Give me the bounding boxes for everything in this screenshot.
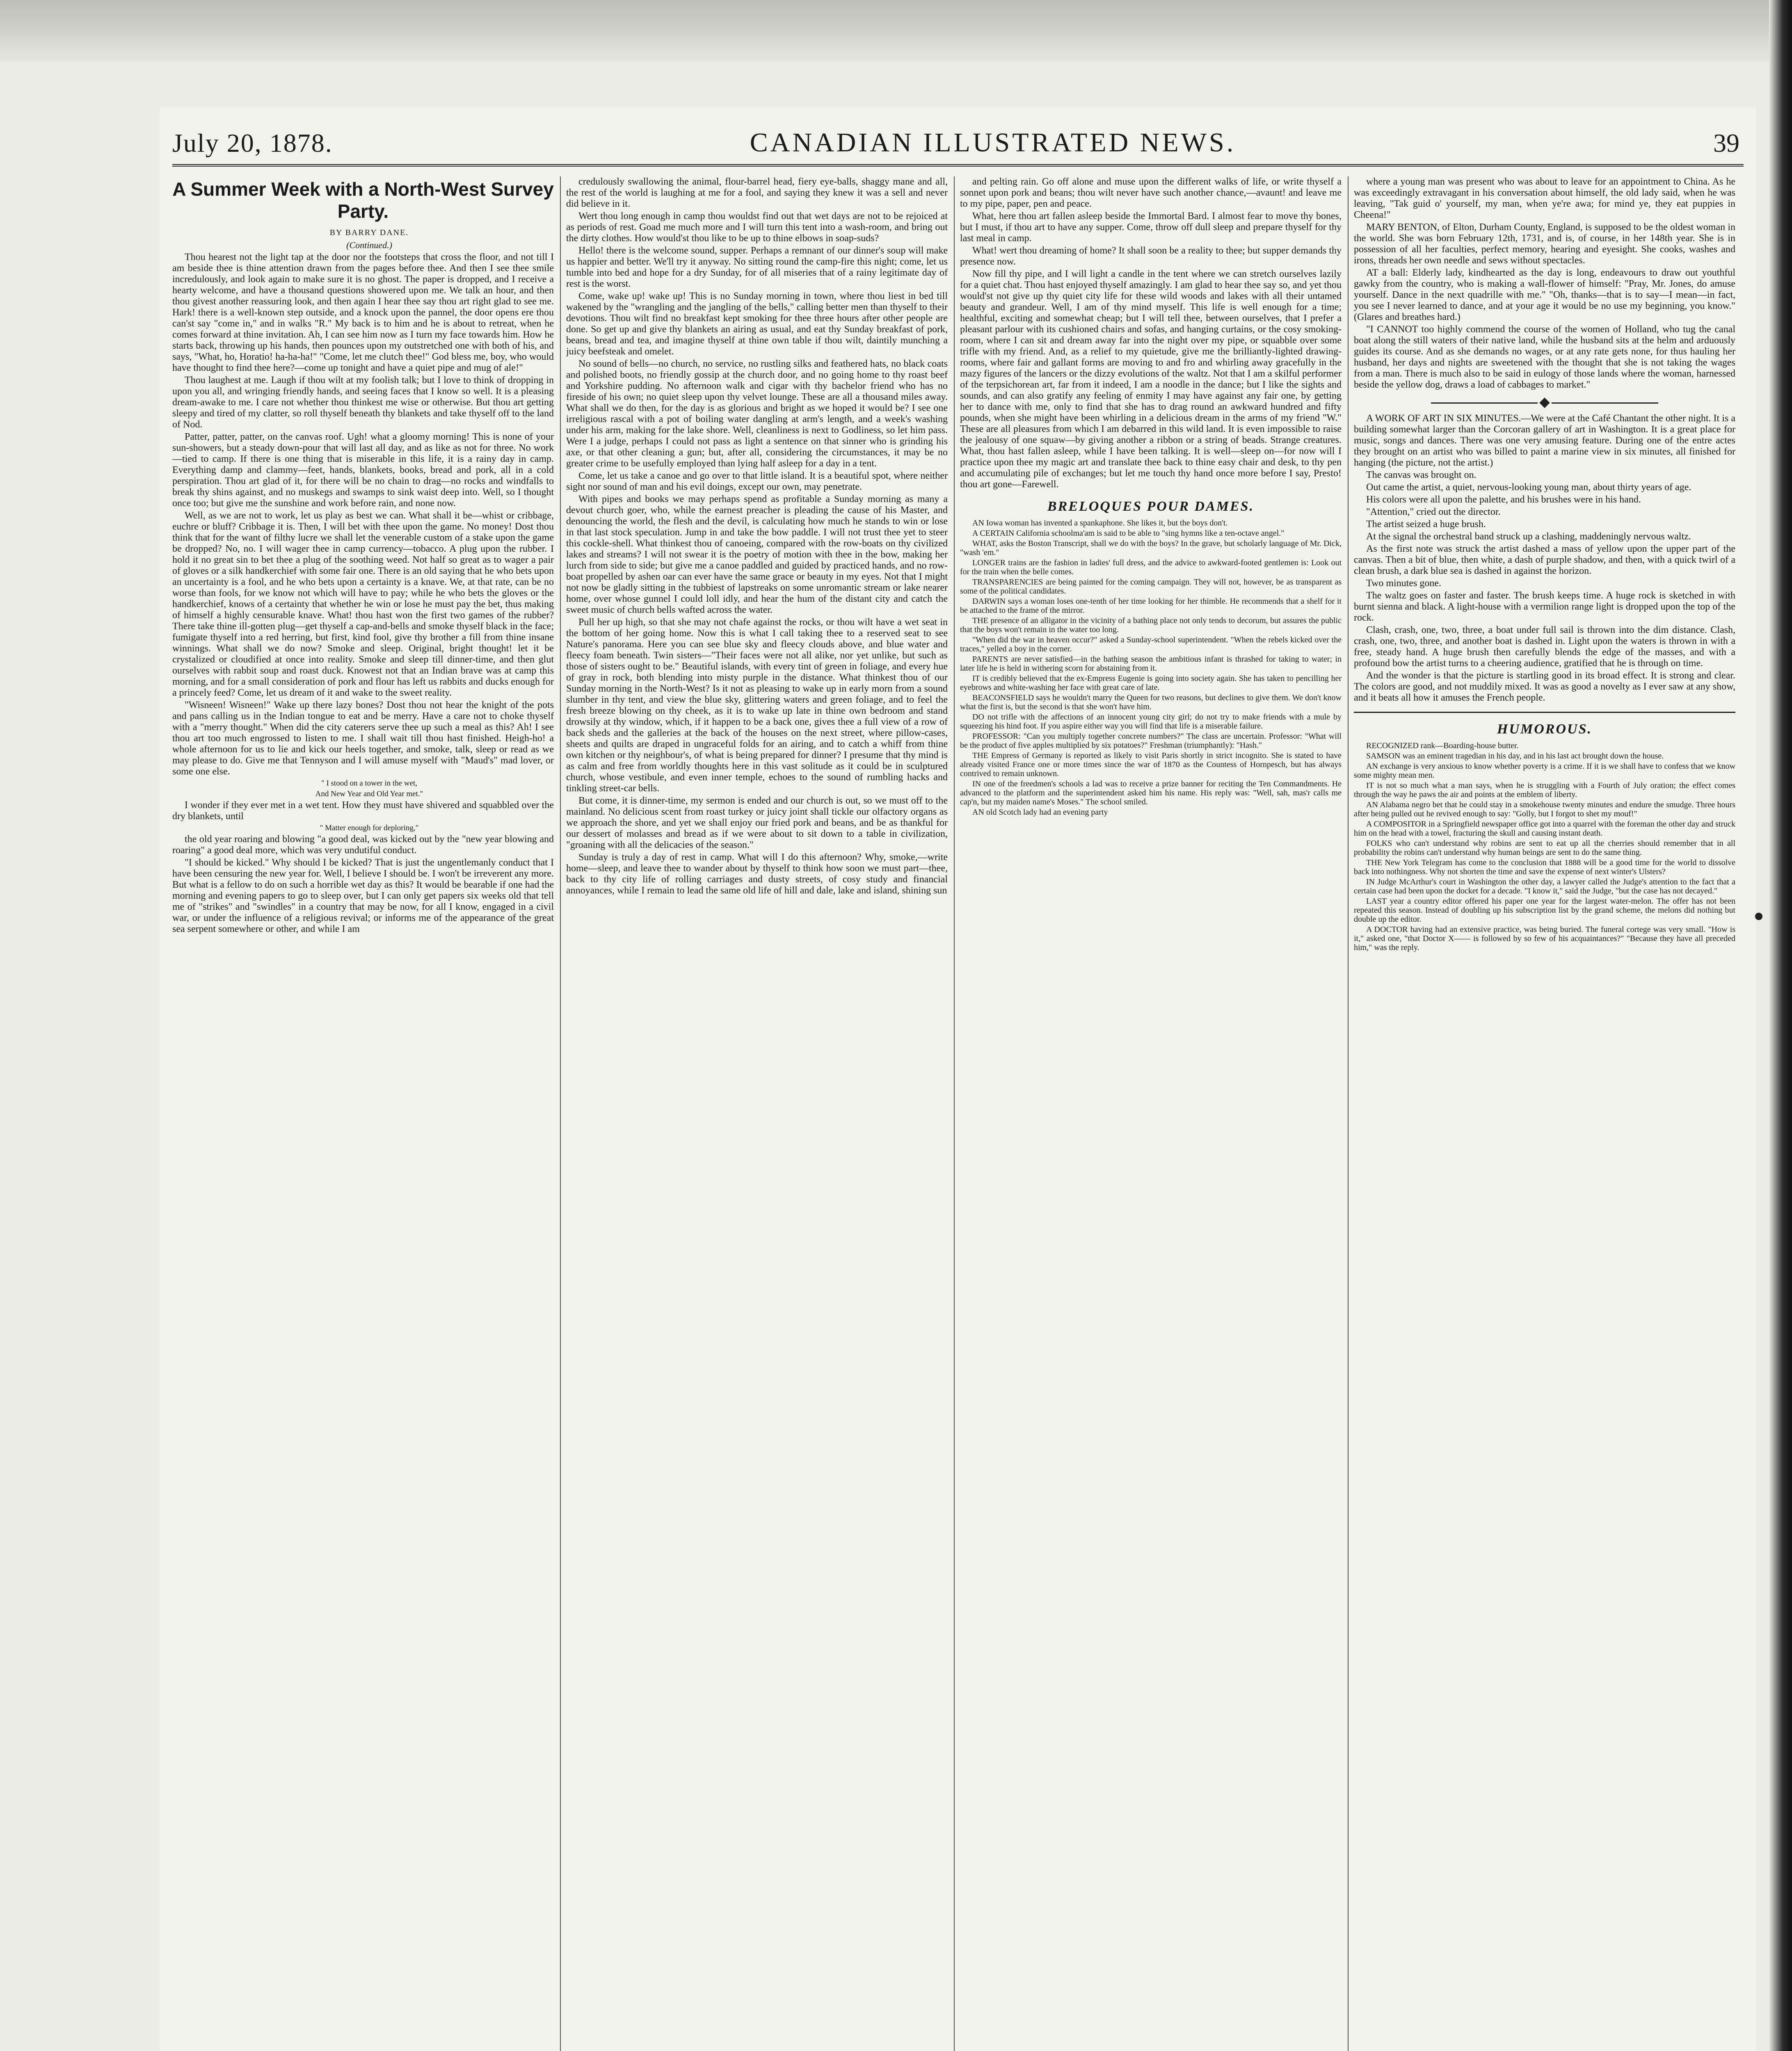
work-of-art-article — [1354, 413, 1735, 703]
paragraph: With pipes and books we may perhaps spend as profitable a Sunday morning as many a devout church goer, who, while the earnest preacher is pleading the cause of his Master, and denouncing the world, the flesh and the devil, is calculating how much he stands to win or lose in that last stock speculation. Jump in and take the bow paddle. I will not trust thee yet to steer this cockle-shell. What thinkest thou of canoeing, compared with the row-boats on thy civilized lakes and streams? I will not swear it is the poetry of motion with thee in the bow, making her lurch from side to side; but give me a canoe paddled and guided by practiced hands, and no row-boat propelled by ashen oar can ever have the same grace or beauty in my eyes. Not that I might not now be gladly sitting in the tubbiest of lapstreaks on some unromantic stream or lake nearer home, over whose gunnel I could loll idly, and hear the hum of the distant city and catch the sweet music of church bells wafted across the water. — [566, 494, 948, 615]
paragraph: What, here thou art fallen asleep beside the Immortal Bard. I almost fear to move thy bones, but I must, if thou art to have any supper. Come, throw off dull sleep and prepare thyself for thy last meal in camp. — [960, 211, 1342, 244]
article-byline: BY BARRY DANE. — [329, 228, 409, 237]
section-divider — [1354, 712, 1735, 713]
masthead: CANADIAN ILLUSTRATED NEWS. — [750, 128, 1236, 158]
page-number: 39 — [1713, 128, 1739, 158]
paragraph: Hello! there is the welcome sound, supper. Perhaps a remnant of our dinner's soup will make us happier and better. We'll try it anyway. No sitting round the camp-fire this night; come, let us tumble into bed and hope for a dry Sunday, for of all miseries that of a rainy legitimate day of rest is the worst. — [566, 245, 948, 289]
article-body-1c — [172, 834, 554, 935]
scan-right-margin — [1769, 0, 1792, 2051]
paragraph: What! wert thou dreaming of home? It shall soon be a reality to thee; but supper demands thy presence now. — [960, 245, 1342, 267]
paragraph: Thou laughest at me. Laugh if thou wilt at my foolish talk; but I love to think of dropping in upon you all, and wringing friendly hands, and seeing faces that I know so well. It is a pleasing dream-awake to me. I care not whether thou thinkest me wise or otherwise. But thou art getting sleepy and tired of my clatter, so roll thyself beneath thy blankets and take thyself off to the land of Nod. — [172, 375, 554, 430]
article-title: A Summer Week with a North-West Survey Party. — [172, 178, 554, 222]
paragraph: AN Iowa woman has invented a spankaphone. She likes it, but the boys don't. — [972, 518, 1228, 528]
paragraph: Two minutes gone. — [1366, 578, 1441, 589]
paragraph: IN one of the freedmen's schools a lad was to receive a prize banner for reciting the Ten Commandments. He advanced to the platform and the superintendent asked him his name. His reply was: "Well, sah, mas'r calls me cap'n, but my maiden name's Moses." The school smiled. — [960, 779, 1342, 806]
issue-date: July 20, 1878. — [172, 128, 333, 158]
article-body-1b — [172, 800, 554, 822]
paragraph: "I should be kicked." Why should I be kicked? That is just the ungentlemanly conduct that I have been censuring the new year for. Well, I believe I should be. I won't be irreverent any more. But what is a fellow to do on such a horrible wet day as this? It would be bearable if one had the morning and evening papers to go to sleep over, but I can only get papers six weeks old that tell me of "strikes" and "swindles" in a country that may be now, for all I know, engaged in a civil war, or under the influence of a religious revival; or informs me of the appearance of the great sea serpent somewhere or other, and while I am — [172, 857, 554, 934]
paragraph: Clash, crash, one, two, three, a boat under full sail is thrown into the dim distance. Clash, crash, one, two, three, and another boat is dashed in. Light upon the waters is thrown in with a free, steady hand. A huge brush then carefully blends the edge of the masses, and with a profound bow the artist turns to a cheering audience, gratified that he is through on time. — [1354, 625, 1735, 669]
column-4-top — [1354, 176, 1735, 391]
paragraph: AN exchange is very anxious to know whether poverty is a crime. If it is we shall have to confess that we know some mighty mean men. — [1354, 762, 1735, 780]
paragraph: Come, wake up! wake up! This is no Sunday morning in town, where thou liest in bed till wakened by the "wrangling and the jangling of the bells," calling better men than thyself to their devotions. Thou wilt find no breakfast kept smoking for thee three hours after other people are done. So get up and give thy blankets an airing as usual, and eat thy Sunday breakfast of pork, beans, bread and tea, and imagine thyself at thine own table if thou wilt, daintily munching a juicy beefsteak and omelet. — [566, 291, 948, 357]
article-body-3 — [960, 176, 1342, 490]
verse-line: " Matter enough for deploring," — [320, 824, 419, 832]
page-header — [172, 119, 1744, 167]
column-3 — [960, 176, 1342, 2051]
paragraph: AN Alabama negro bet that he could stay in a smokehouse twenty minutes and endure the smudge. Three hours after being pulled out he revived enough to say: "Golly, but I forgot to shet my mouf!" — [1354, 800, 1735, 818]
paragraph: the old year roaring and blowing "a good deal, was kicked out by the "new year blowing and roaring" a good deal more, which was very undutiful conduct. — [172, 834, 554, 856]
paragraph: THE Empress of Germany is reported as likely to visit Paris shortly in strict incognito. She is stated to have already visited France one or more times since the war of 1870 as the Countess of Hornpesch, but has always contrived to remain unknown. — [960, 751, 1342, 778]
paragraph: THE New York Telegram has come to the conclusion that 1888 will be a good time for the world to dissolve back into nothingness. Why not shorten the time and save the expense of next winter's Ulsters? — [1354, 858, 1735, 876]
paragraph: But come, it is dinner-time, my sermon is ended and our church is out, so we must off to the mainland. No delicious scent from roast turkey or juicy joint shall tickle our olfactory organs as we approach the shore, and yet we shall enjoy our fried pork and beans, and be as thankful for our dessert of molasses and bread as if we were about to sit down to a table in civilization, "groaning with all the delicacies of the season." — [566, 795, 948, 850]
paragraph: PROFESSOR: "Can you multiply together concrete numbers?" The class are uncertain. Professor: "What will be the product of five apples multiplied by six potatoes?" Freshman (triumphantly): "Hash." — [960, 732, 1342, 750]
paragraph: A DOCTOR having had an extensive practice, was being buried. The funeral cortege was very small. "How is it," asked one, "that Doctor X—— is followed by so few of his acquaintances?" "Because they have all preceded him," was the reply. — [1354, 925, 1735, 952]
paragraph: Thou hearest not the light tap at the door nor the footsteps that cross the floor, and not till I am beside thee is thine attention drawn from the pages before thee. And then I see thee smile incredulously, and look again to make sure it is no ghost. The paper is dropped, and I receive a hearty welcome, and have a thousand questions showered upon me. We talk an hour, and then thou givest another reassuring look, and then again I hear thee say thou art right glad to see me. Hark! there is a well-known step outside, and a knock upon the pannel, the door opens ere thou can'st say "come in," and in walks "R." My back is to him and he is about to retreat, when he comes forward at thine invitation. Ah, I can see him now as I turn my face towards him. How he starts back, throwing up his hands, then pounces upon my outstretched one with both of his, and says, "What, ho, Horatio! ha-ha-ha!" "Come, let me clutch thee!" God bless me, boy, who would have thought to find thee here?—come up tonight and have a quiet pipe and mug of ale!" — [172, 252, 554, 373]
paragraph: Out came the artist, a quiet, nervous-looking young man, about thirty years of age. — [1366, 482, 1691, 493]
paragraph: RECOGNIZED rank—Boarding-house butter. — [1366, 741, 1519, 750]
scan-top-margin — [0, 0, 1792, 62]
paragraph: IT is not so much what a man says, when he is struggling with a Fourth of July oration; the effect comes through the way he paws the air and points at the emblem of liberty. — [1354, 781, 1735, 799]
breloques-title: BRELOQUES POUR DAMES. — [1047, 499, 1255, 514]
paragraph: DO not trifle with the affections of an innocent young city girl; do not try to make friends with a mule by squeezing his hind foot. If you aspire either way you will find that life is a miserable failure. — [960, 713, 1342, 731]
paragraph: DARWIN says a woman loses one-tenth of her time looking for her thimble. He recommends that a shelf for it be attached to the frame of the mirror. — [960, 597, 1342, 615]
column-2 — [566, 176, 948, 2051]
paragraph: Well, as we are not to work, let us play as best we can. What shall it be—whist or cribbage, euchre or bluff? Cribbage it is. Then, I will bet with thee upon the game. No money! Dost thou think that for the want of filthy lucre we shall let the venerable custom of a stake upon the game be dropped? No, no. I will wager thee in camp currency—tobacco. A plug upon the rubber. I hold it no great sin to bet thee a plug of the soothing weed. Not half so great as to wager a pair of gloves or a silk handkerchief with some fair one. There is an old saying that he who bets upon an uncertainty is a fool, and he who bets upon a certainty is a knave. We, at that rate, can be no worse than fools, for we know not which will have to pay; while he who bets the gloves or the handkerchief, knows of a certainty that whether he win or lose he must pay the bet, thus making of himself a highly censurable knave. What! thou hast won the first two games of the rubber? There take thine ill-gotten plug—get thyself a cap-and-bells and smoke thyself black in the face; fumigate thyself into a red herring, but first, kind fool, give thy brother a fill from thine insane winnings. What shall we do now? Smoke and sleep. Original, bright thought! let it be crystalized or cloudified at once into reality. Smoke and sleep till dinner-time, and then glut ourselves with rabbit soup and roast duck. Knowest not that an Indian brave was at camp this morning, and for a small consideration of pork and flour has left us rabbits and ducks enough for a princely feed? Come, let us dream of it and wake to the sweet reality. — [172, 510, 554, 698]
breloques-items — [960, 518, 1342, 817]
paragraph: Sunday is truly a day of rest in camp. What will I do this afternoon? Why, smoke,—write home—sleep, and leave thee to wander about by thyself to think how soon we must part—thee, back to thy city life of rolling carriages and dusty streets, of cosy study and financial annoyances, while I remain to lead the same old life of hill and dale, lake and island, shining sun — [566, 852, 948, 896]
paragraph: IT is credibly believed that the ex-Empress Eugenie is going into society again. She has taken to pencilling her eyebrows and white-washing her face with great care of late. — [960, 674, 1342, 692]
paragraph: where a young man was present who was about to leave for an appointment to China. As he was exceedingly extravagant in his conversation about himself, the old lady said, when he was leaving, "Tak guid o' yourself, my man, when ye're awa; for mind ye, they eat puppies in Cheena!" — [1354, 176, 1735, 220]
paragraph: "When did the war in heaven occur?" asked a Sunday-school superintendent. "When the rebels kicked over the traces," yelled a boy in the corner. — [960, 635, 1342, 653]
paragraph: AT a ball: Elderly lady, kindhearted as the day is long, endeavours to draw out youthful gawky from the country, who is making a wall-flower of himself: "Pray, Mr. Jones, do amuse yourself. Dance in the next quadrille with me." "Oh, thanks—that is to say—I mean—in fact, you see I never learned to dance, and at your age it would be no use my beginning, you know." (Glares and breathes hard.) — [1354, 267, 1735, 322]
paragraph: BEACONSFIELD says he wouldn't marry the Queen for two reasons, but declines to give them. We don't know what the first is, but the second is that she won't have him. — [960, 693, 1342, 711]
column-1 — [172, 176, 554, 2051]
paragraph: I wonder if they ever met in a wet tent. How they must have shivered and squabbled over the dry blankets, until — [172, 800, 554, 822]
paragraph: The artist seized a huge brush. — [1366, 519, 1486, 530]
paragraph: MARY BENTON, of Elton, Durham County, England, is supposed to be the oldest woman in the world. She was born February 12th, 1731, and is, of course, in her 148th year. She is in possession of all her faculties, perfect memory, hearing and eyesight. She cooks, washes and irons, threads her own needle and sews without spectacles. — [1354, 222, 1735, 266]
paragraph: THE presence of an alligator in the vicinity of a bathing place not only tends to decorum, but assures the public that the boys won't remain in the water too long. — [960, 616, 1342, 634]
paragraph: "I CANNOT too highly commend the course of the women of Holland, who tug the canal boat along the still waters of their native land, while the husband sits at the helm and arduously guides its course. And as she demands no wages, or at any rate gets none, for thus hauling her husband, her days and nights are sweetened with the thought that she is not taking the wages from a man. There is much also to be said in eulogy of those lands where the woman, harnessed beside the yellow dog, draws a load of cabbages to market." — [1354, 324, 1735, 390]
paragraph: The waltz goes on faster and faster. The brush keeps time. A huge rock is sketched in with burnt sienna and black. A light-house with a vermilion range light is dropped upon the top of the rock. — [1354, 590, 1735, 623]
paragraph: And the wonder is that the picture is startling good in its broad effect. It is strong and clear. The colors are good, and not muddily mixed. It was as good a novelty as I ever saw at any show, and it beats all how it amuses the French people. — [1354, 670, 1735, 703]
paragraph: LONGER trains are the fashion in ladies' full dress, and the advice to awkward-footed gentlemen is: Look out for the train when the belle comes. — [960, 558, 1342, 576]
paragraph: LAST year a country editor offered his paper one year for the largest water-melon. The offer has not been repeated this season. Instead of doubling up his subscription list by the grand scheme, the melons did nothing but double up the editor. — [1354, 897, 1735, 924]
continued-note: (Continued.) — [346, 240, 392, 250]
paragraph: A WORK OF ART IN SIX MINUTES.—We were at the Café Chantant the other night. It is a building somewhat larger than the Corcoran gallery of art in Washington. It is a great place for music, songs and dances. There was one very amusing feature. During one of the entre actes they brought on an artist who was billed to paint a marine view in six minutes, all finished for hanging (the picture, not the artist.) — [1354, 413, 1735, 468]
ornamental-divider — [1354, 396, 1735, 407]
paragraph: A COMPOSITOR in a Springfield newspaper office got into a quarrel with the foreman the other day and struck him on the head with a towel, fracturing the skull and causing instant death. — [1354, 820, 1735, 838]
article-body-2 — [566, 176, 948, 896]
paragraph: FOLKS who can't understand why robins are sent to eat up all the cherries should remember that in all probability the robins can't understand why human beings are sent to do the same thing. — [1354, 839, 1735, 857]
paragraph: As the first note was struck the artist dashed a mass of yellow upon the upper part of the canvas. Then a bit of blue, then white, a dash of purple shadow, and then, with a quick twirl of a clean brush, a dark blue sea is dashed in against the horizon. — [1354, 544, 1735, 576]
humorous-title: HUMOROUS. — [1497, 722, 1592, 737]
column-rule — [560, 176, 561, 2051]
newspaper-page — [160, 107, 1756, 2051]
paragraph: The canvas was brought on. — [1366, 470, 1477, 480]
paragraph: PARENTS are never satisfied—in the bathing season the ambitious infant is thrashed for taking to water; in later life he is held in withering scorn for abstaining from it. — [960, 655, 1342, 673]
paragraph: IN Judge McArthur's court in Washington the other day, a lawyer called the Judge's attention to the fact that a certain case had been upon the docket for a decade. "I know it," said the Judge, "but the case has not decayed." — [1354, 877, 1735, 895]
paragraph: SAMSON was an eminent tragedian in his day, and in his last act brought down the house. — [1366, 751, 1664, 761]
paragraph: Come, let us take a canoe and go over to that little island. It is a beautiful spot, where neither sight nor sound of man and his evil doings, except our own, may penetrate. — [566, 470, 948, 492]
column-rule — [954, 176, 955, 2051]
column-4 — [1354, 176, 1735, 2051]
verse-line: " I stood on a tower in the wet, — [321, 779, 418, 788]
print-blemish — [1755, 913, 1762, 920]
paragraph: Now fill thy pipe, and I will light a candle in the tent where we can stretch ourselves lazily for a quiet chat. Thou hast enjoyed thyself amazingly. I am glad to hear thee say so, and yet thou would'st not give up thy quiet city life for these wild woods and lakes with all their untamed beauty and grandeur. Well, I am of thy mind myself. This life is well enough for a time; healthful, exciting and somewhat cheap; but I will tell thee, between ourselves, that I prefer a pleasant parlour with its cushioned chairs and sofas, and hanging curtains, or the cosy smoking-room, where I can sit and dream away far into the night over my pipe, or squabble over some trifle with my friend. And, as a relief to my quietude, give me the brilliantly-lighted drawing-rooms, where fair and gallant forms are moving to and fro and whirling away gracefully in the mazy figures of the lancers or the dizzy evolutions of the waltz. Not that I am a skilful performer of the terpsichorean art, far from it indeed, I am a noodle in the dance; but I like the sights and sounds, and can also gratify any feeling of enmity I may have against any fair one, by getting her to dance with me, only to find that she has to drag round an awkward hundred and fifty pounds, when she might have been whirling in a delicious dream in the arms of my friend "W." These are all pleasures from which I am debarred in this wild land. It is even impossible to raise the jealousy of one squaw—by giving another a ribbon or a string of beads. Strange creatures. What, thou hast fallen asleep, while I have been talking. It is well—sleep on—for now will I practice upon thee my magic art and translate thee back to thine easy chair and desk, to thy pen and accumulating pile of exchanges; but let me touch thy hand once more before I say, Presto! thou art gone—Farewell. — [960, 269, 1342, 490]
paragraph: His colors were all upon the palette, and his brushes were in his hand. — [1366, 494, 1641, 505]
article-body-1 — [172, 252, 554, 777]
paragraph: "Attention," cried out the director. — [1366, 507, 1501, 517]
paragraph: Wert thou long enough in camp thou wouldst find out that wet days are not to be rejoiced at as periods of rest. Goad me much more and I will turn this tent into a wash-room, and bring out the dirty clothes. How would'st thou like to be up to thine elbows in soap-suds? — [566, 211, 948, 244]
paragraph: At the signal the orchestral band struck up a clashing, maddeningly nervous waltz. — [1366, 531, 1691, 542]
paragraph: TRANSPARENCIES are being painted for the coming campaign. They will not, however, be as transparent as some of the political candidates. — [960, 578, 1342, 596]
paragraph: A CERTAIN California schoolma'am is said to be able to "sing hymns like a ten-octave angel." — [972, 529, 1285, 538]
paragraph: No sound of bells—no church, no service, no rustling silks and feathered hats, no black coats and polished boots, no friendly gossip at the church door, and no going home to thy roast beef and Yorkshire pudding. No afternoon walk and cigar with thy bachelor friend who has no fireside of his own; no quiet sleep upon thy velvet lounge. These are all a thousand miles away. What shall we do then, for the day is as glorious and bright as we hoped it would be? I see one irreligious rascal with a pot of boiling water dangling at arm's length, and a week's washing under his arm, making for the lake shore. Well, cleanliness is next to Godliness, so let him pass. Were I a judge, perhaps I could not pass as light a sentence on that sinner who is grinding his axe, or that other cleaning a gun; but, after all, considering the circumstances, it may be no greater crime to be usefully employed than lying half asleep for a day in a tent. — [566, 359, 948, 469]
paragraph: Pull her up high, so that she may not chafe against the rocks, or thou wilt have a wet seat in the bottom of her going home. Now this is what I call taking thee to a reserved seat to see Nature's panorama. Here you can see blue sky and fleecy clouds above, and blue water and fleecy foam beneath. Twin sisters—"Their faces were not all alike, nor yet unlike, but such as those of sisters ought to be." Beautiful islands, with every tint of green in foliage, and every hue of gray in rock, both blending into misty purple in the distance. What thinkest thou of our Sunday morning in the North-West? Is it not as pleasing to wake up in early morn from a sound slumber in thy tent, and view the blue sky, glittering waters and green foliage, and to feel the fresh breeze blowing on thy cheek, as it is to wake up late in thine own bedroom and stand drowsily at thy window, which, if it happen to be a back one, gives thee a full view of a row of back sheds and the galleries at the back of the houses on the next street, where pillow-cases, sheets and quilts are draped in ungraceful folds for an airing, and to catch a whiff from thine own kitchen or thy neighbour's, of what is being prepared for dinner? I presume that thy mind is as calm and free from worldly thoughts here in this vast solitude as it could be in sculptured church, whose vestibule, and even inner temple, echoes to the sound of rumbling hacks and tinkling street-car bells. — [566, 617, 948, 794]
paragraph: and pelting rain. Go off alone and muse upon the different walks of life, or write thyself a sonnet upon pork and beans; thou wilt never have such another chance,—avaunt! and leave me to my pipe, paper, pen and peace. — [960, 176, 1342, 209]
paragraph: credulously swallowing the animal, flour-barrel head, fiery eye-balls, shaggy mane and all, the rest of the world is laughing at me for a fool, and saying they knew it was a sell and never did believe in it. — [566, 176, 948, 209]
paragraph: Patter, patter, patter, on the canvas roof. Ugh! what a gloomy morning! This is none of your sun-showers, but a steady down-pour that will last all day, and as like as not for three. No work—tied to camp. If there is one thing that is miserable in this life, it is a rainy day in camp. Everything damp and clammy—feet, hands, blankets, books, bread and pork, all in a cold perspiration. Thou art glad of it, for there will be no chain to drag—no rocks and windfalls to break thy shins against, and no muskegs and swamps to sink waist deep into. Well, so I thought once too; but give me the sunshine and work before rain, and none now. — [172, 432, 554, 509]
humorous-items — [1354, 741, 1735, 952]
paragraph: WHAT, asks the Boston Transcript, shall we do with the boys? In the grave, but scholarly language of Mr. Dick, "wash 'em." — [960, 539, 1342, 557]
verse-line: And New Year and Old Year met." — [315, 790, 423, 798]
paragraph: AN old Scotch lady had an evening party — [972, 808, 1108, 817]
paragraph: "Wisneen! Wisneen!" Wake up there lazy bones? Dost thou not hear the knight of the pots and pans calling us in the Indian tongue to eat and be merry. Have a care not to choke thyself with a "merry thought." When did the city caterers serve thee up such a meal as this? Ah! I see thou art too much engrossed to listen to me. I shall wait till thou hast finished. Heigh-ho! a whole afternoon for us to lie and kick our heels together, and smoke, talk, sleep or read as we may please to do. Give me that Tennyson and I will amuse myself with "Maud's" mad lover, or some one else. — [172, 700, 554, 777]
column-rule — [1348, 176, 1349, 2051]
